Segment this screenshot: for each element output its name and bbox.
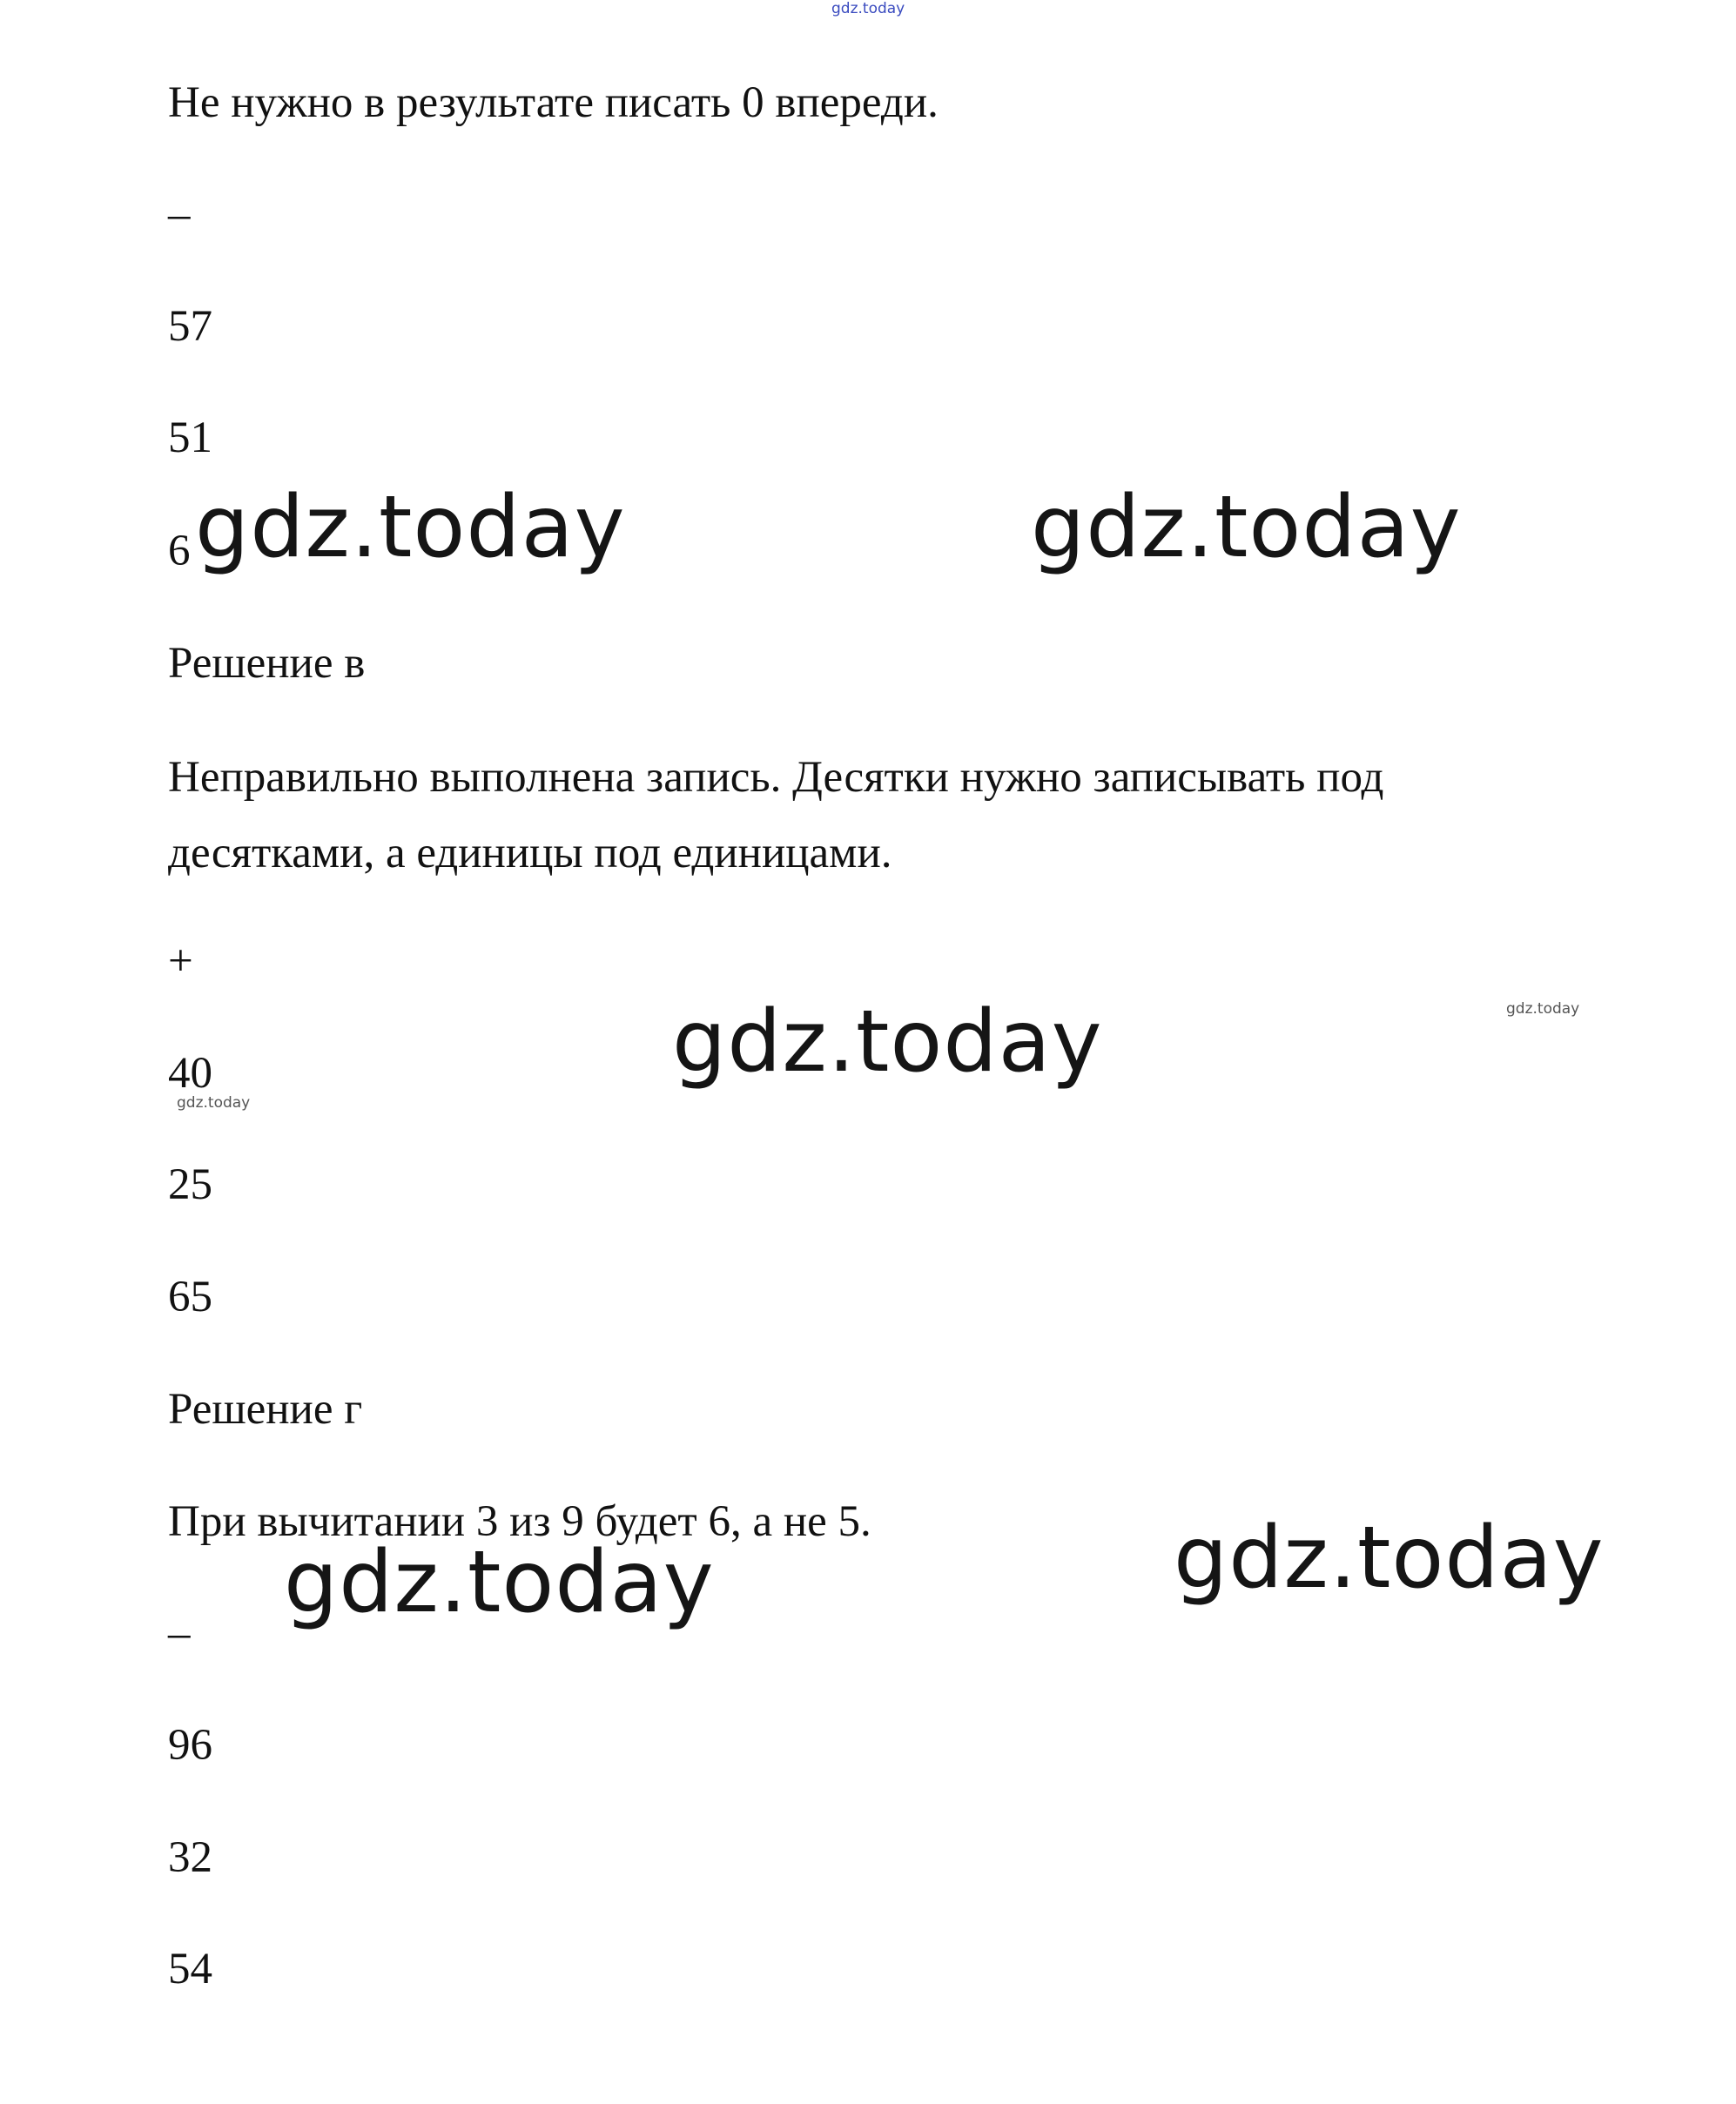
subtraction-b-subtrahend: 32 [168, 1833, 212, 1882]
addition-addend-1: 40 [168, 1049, 212, 1098]
subtraction-a-subtrahend: 51 [168, 413, 212, 462]
watermark-large: gdz.today [1174, 1509, 1605, 1608]
subtraction-b-operator: – [168, 1609, 191, 1657]
addition-result: 65 [168, 1273, 212, 1321]
text-line-no-leading-zero: Не нужно в результате писать 0 впереди. [168, 78, 939, 127]
addition-operator: + [168, 937, 193, 985]
heading-solution-g: Решение г [168, 1385, 363, 1434]
subtraction-a-operator: – [168, 190, 191, 239]
text-line-solution-g: При вычитании 3 из 9 будет 6, а не 5. [168, 1497, 871, 1546]
watermark-small: gdz.today [177, 1094, 251, 1112]
subtraction-b-minuend: 96 [168, 1721, 212, 1770]
heading-solution-v: Решение в [168, 639, 366, 688]
subtraction-a-result: 6 [168, 527, 191, 575]
watermark-large: gdz.today [1031, 478, 1462, 577]
watermark-large: gdz.today [672, 992, 1103, 1092]
watermark-large: gdz.today [284, 1533, 715, 1632]
subtraction-b-result: 54 [168, 1945, 212, 1993]
watermark-small: gdz.today [1506, 1000, 1580, 1018]
watermark-large: gdz.today [195, 478, 626, 577]
paragraph-solution-v: Неправильно выполнена запись. Десятки нужно записывать под десятками, а единицы под единицами. [168, 753, 1384, 877]
addition-addend-2: 25 [168, 1160, 212, 1209]
subtraction-a-minuend: 57 [168, 302, 212, 351]
watermark-top: gdz.today [831, 0, 905, 17]
